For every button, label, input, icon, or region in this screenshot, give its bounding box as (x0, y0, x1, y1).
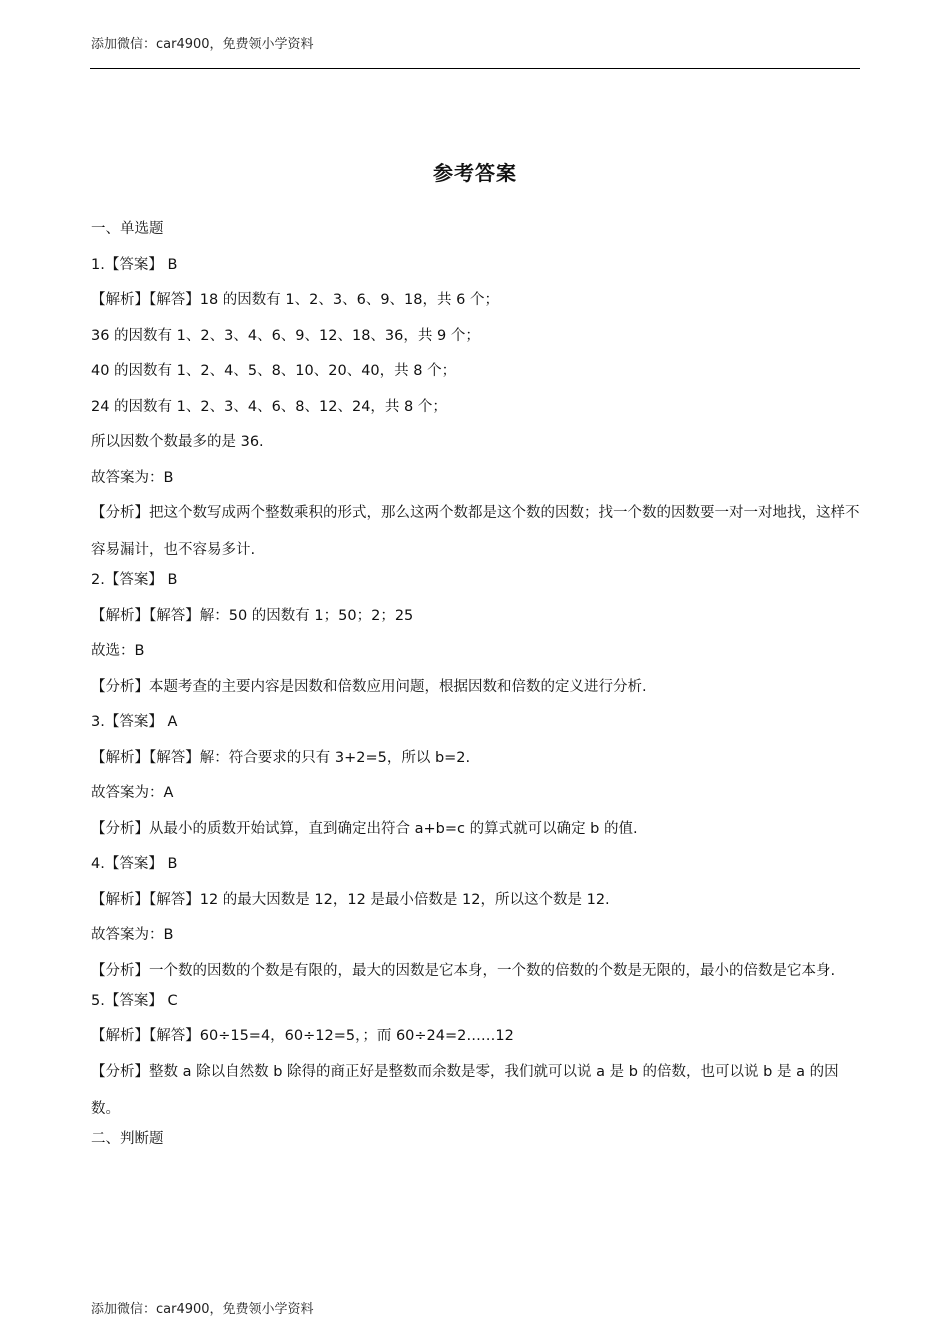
answer-line: 1.【答案】 B (91, 256, 178, 273)
conclusion-line: 故选：B (91, 643, 145, 659)
footer-note: 添加微信：car4900，免费领小学资料 (91, 1302, 314, 1317)
section-heading: 一、单选题 (91, 221, 164, 237)
explanation-line: 40 的因数有 1、2、4、5、8、10、20、40，共 8 个； (91, 363, 457, 379)
section-heading: 二、判断题 (91, 1130, 164, 1147)
explanation-line: 【解析】【解答】解：符合要求的只有 3+2=5，所以 b=2. (91, 749, 471, 766)
answer-line: 3.【答案】 A (91, 714, 178, 730)
explanation-line: 36 的因数有 1、2、3、4、6、9、12、18、36，共 9 个； (91, 327, 480, 344)
conclusion-line: 故答案为：B (91, 469, 174, 486)
page-title: 参考答案 (433, 161, 517, 185)
analysis-paragraph: 【分析】从最小的质数开始试算，直到确定出符合 a+b=c 的算式就可以确定 b 的值. (91, 820, 638, 837)
explanation-line: 【解析】【解答】60÷15=4，60÷12=5，；而 60÷24=2……12 (91, 1028, 514, 1044)
explanation-line: 【解析】【解答】解：50 的因数有 1；50；2；25 (91, 607, 414, 624)
analysis-paragraph: 【分析】把这个数写成两个整数乘积的形式，那么这两个数都是这个数的因数；找一个数的因数要一对一对地找，这样不容易漏计，也不容易多计. (91, 505, 860, 558)
header-note: 添加微信：car4900，免费领小学资料 (91, 37, 314, 52)
explanation-line: 所以因数个数最多的是 36. (91, 434, 264, 450)
explanation-line: 24 的因数有 1、2、3、4、6、8、12、24，共 8 个； (91, 398, 447, 415)
explanation-line: 【解析】【解答】12 的最大因数是 12，12 是最小倍数是 12，所以这个数是 12. (91, 891, 610, 908)
conclusion-line: 故答案为：A (91, 785, 174, 801)
explanation-line: 【解析】【解答】18 的因数有 1、2、3、6、9、18，共 6 个； (91, 292, 499, 308)
analysis-paragraph: 【分析】本题考查的主要内容是因数和倍数应用问题，根据因数和倍数的定义进行分析. (91, 678, 647, 695)
analysis-paragraph: 【分析】整数 a 除以自然数 b 除得的商正好是整数而余数是零，我们就可以说 a 是 b 的倍数，也可以说 b 是 a 的因数。 (91, 1063, 839, 1117)
conclusion-line: 故答案为：B (91, 927, 174, 943)
answer-line: 2.【答案】 B (91, 572, 178, 588)
answer-line: 4.【答案】 B (91, 856, 178, 872)
answer-line: 5.【答案】 C (91, 992, 178, 1009)
answer-content (91, 218, 861, 1163)
header-divider (90, 68, 860, 69)
analysis-paragraph: 【分析】一个数的因数的个数是有限的，最大的因数是它本身，一个数的倍数的个数是无限的，最小的倍数是它本身. (91, 962, 836, 979)
